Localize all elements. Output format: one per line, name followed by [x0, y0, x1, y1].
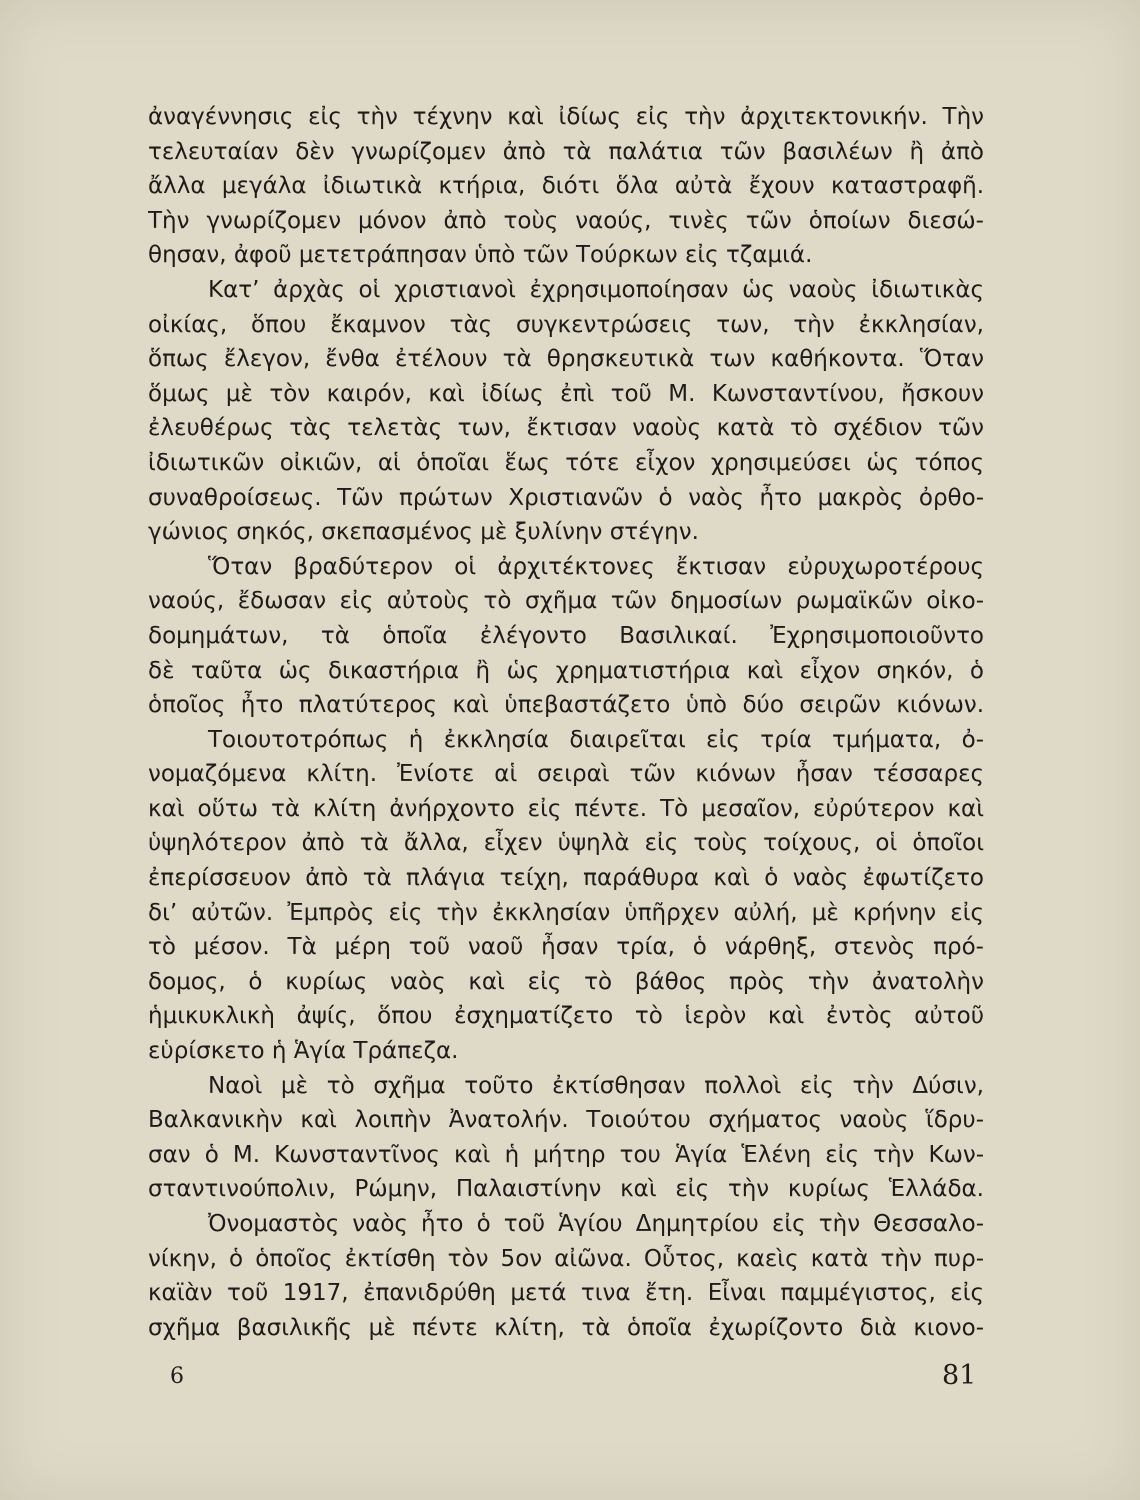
text-line: ὑψηλότερον ἀπὸ τὰ ἄλλα, εἶχεν ὑψηλὰ εἰς τοὺς τοίχους, οἱ ὁποῖοι — [148, 830, 984, 857]
text-line: εὑρίσκετο ἡ Ἁγία Τράπεζα. — [148, 1038, 459, 1065]
text-line: νομαζόμενα κλίτη. Ἐνίοτε αἱ σειραὶ τῶν κιόνων ἦσαν τέσσαρες — [148, 761, 984, 788]
text-line: σαν ὁ Μ. Κωνσταντῖνος καὶ ἡ μήτηρ του Ἁγία Ἑλένη εἰς τὴν Κων- — [148, 1141, 984, 1168]
text-line: θησαν, ἀφοῦ μετετράπησαν ὑπὸ τῶν Τούρκων εἰς τζαμιά. — [148, 242, 813, 269]
text-line: Κατ’ ἀρχὰς οἱ χριστιανοὶ ἐχρησιμοποίησαν ὡς ναοὺς ἰδιωτικὰς — [208, 276, 984, 303]
text-line: δομημάτων, τὰ ὁποῖα ἐλέγοντο Βασιλικαί. Ἐχρησιμοποιοῦντο — [148, 622, 984, 649]
text-line: γώνιος σηκός, σκεπασμένος μὲ ξυλίνην στέγην. — [148, 519, 699, 546]
text-line: νίκην, ὁ ὁποῖος ἐκτίσθη τὸν 5ον αἰῶνα. Οὗτος, καεὶς κατὰ τὴν πυρ- — [148, 1245, 984, 1272]
text-line: σταντινούπολιν, Ρώμην, Παλαιστίνην καὶ εἰς τὴν κυρίως Ἑλλάδα. — [148, 1176, 984, 1203]
page-number: 81 — [942, 1360, 977, 1391]
signature-mark: 6 — [170, 1364, 184, 1389]
text-line: ἄλλα μεγάλα ἰδιωτικὰ κτήρια, διότι ὅλα αὐτὰ ἔχουν καταστραφῆ. — [148, 173, 984, 200]
text-line: τὸ μέσον. Τὰ μέρη τοῦ ναοῦ ἦσαν τρία, ὁ νάρθηξ, στενὸς πρό- — [148, 934, 984, 961]
text-line: ἰδιωτικῶν οἰκιῶν, αἱ ὁποῖαι ἕως τότε εἶχον χρησιμεύσει ὡς τόπος — [148, 449, 984, 476]
text-line: Ὀνομαστὸς ναὸς ἦτο ὁ τοῦ Ἁγίου Δημητρίου εἰς τὴν Θεσσαλο- — [208, 1211, 984, 1237]
text-line: οἰκίας, ὅπου ἔκαμνον τὰς συγκεντρώσεις των, τὴν ἐκκλησίαν, — [148, 311, 984, 338]
text-line: καὶ οὕτω τὰ κλίτη ἀνήρχοντο εἰς πέντε. Τὸ μεσαῖον, εὐρύτερον καὶ — [148, 795, 984, 822]
body-text — [148, 100, 984, 1345]
text-line: ἐλευθέρως τὰς τελετὰς των, ἔκτισαν ναοὺς κατὰ τὸ σχέδιον τῶν — [148, 415, 984, 442]
text-line: Τοιουτοτρόπως ἡ ἐκκλησία διαιρεῖται εἰς τρία τμήματα, ὀ- — [208, 726, 984, 753]
text-line: δὲ ταῦτα ὡς δικαστήρια ἢ ὡς χρηματιστήρια καὶ εἶχον σηκόν, ὁ — [148, 657, 984, 684]
text-line: ἐπερίσσευον ἀπὸ τὰ πλάγια τείχη, παράθυρα καὶ ὁ ναὸς ἐφωτίζετο — [148, 865, 984, 892]
text-line: σχῆμα βασιλικῆς μὲ πέντε κλίτη, τὰ ὁποῖα ἐχωρίζοντο διὰ κιονο- — [148, 1314, 984, 1341]
text-line: Τὴν γνωρίζομεν μόνον ἀπὸ τοὺς ναούς, τινὲς τῶν ὁποίων διεσώ- — [148, 207, 984, 234]
text-line: ναούς, ἔδωσαν εἰς αὐτοὺς τὸ σχῆμα τῶν δημοσίων ρωμαϊκῶν οἰκο- — [148, 588, 984, 615]
text-line: ἀναγέννησις εἰς τὴν τέχνην καὶ ἰδίως εἰς τὴν ἀρχιτεκτονικήν. Τὴν — [148, 104, 984, 130]
text-line: ἡμικυκλικὴ ἀψίς, ὅπου ἐσχηματίζετο τὸ ἱερὸν καὶ ἐντὸς αὐτοῦ — [148, 1003, 984, 1030]
text-line: ὁποῖος ἦτο πλατύτερος καὶ ὑπεβαστάζετο ὑπὸ δύο σειρῶν κιόνων. — [148, 692, 984, 719]
text-line: ὅμως μὲ τὸν καιρόν, καὶ ἰδίως ἐπὶ τοῦ Μ. Κωνσταντίνου, ἤσκουν — [148, 380, 984, 407]
text-line: ὅπως ἔλεγον, ἔνθα ἐτέλουν τὰ θρησκευτικὰ των καθήκοντα. Ὅταν — [148, 346, 984, 373]
text-line: καϊὰν τοῦ 1917, ἐπανιδρύθη μετά τινα ἔτη. Εἶναι παμμέγιστος, εἰς — [148, 1280, 984, 1307]
text-line: δι’ αὐτῶν. Ἐμπρὸς εἰς τὴν ἐκκλησίαν ὑπῆρχεν αὐλή, μὲ κρήνην εἰς — [148, 899, 984, 926]
text-line: τελευταίαν δὲν γνωρίζομεν ἀπὸ τὰ παλάτια τῶν βασιλέων ἢ ἀπὸ — [148, 138, 984, 165]
text-line: δομος, ὁ κυρίως ναὸς καὶ εἰς τὸ βάθος πρὸς τὴν ἀνατολὴν — [148, 968, 984, 995]
text-line: Ναοὶ μὲ τὸ σχῆμα τοῦτο ἐκτίσθησαν πολλοὶ εἰς τὴν Δύσιν, — [208, 1072, 984, 1099]
text-line: Βαλκανικὴν καὶ λοιπὴν Ἀνατολήν. Τοιούτου σχήματος ναοὺς ἵδρυ- — [148, 1107, 984, 1134]
text-line: Ὅταν βραδύτερον οἱ ἀρχιτέκτονες ἔκτισαν εὐρυχωροτέρους — [208, 553, 984, 580]
text-line: συναθροίσεως. Τῶν πρώτων Χριστιανῶν ὁ ναὸς ἦτο μακρὸς ὀρθο- — [148, 484, 984, 511]
